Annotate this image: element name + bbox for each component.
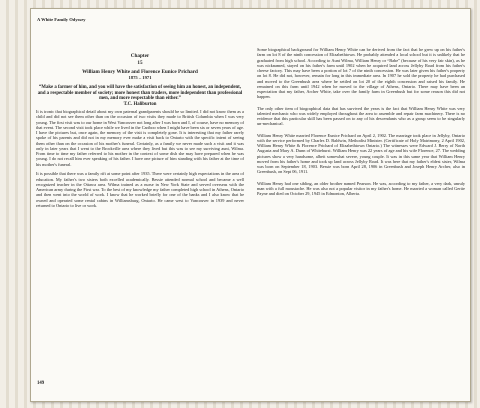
running-header: A White Family Odyssey [37, 17, 86, 22]
page-number: 149 [37, 381, 45, 386]
epigraph-author: T.C. Haliburton [123, 101, 157, 107]
left-paragraph-1: It is ironic that biographical detail about my own paternal grandparents should be so limited. I did not know them as a child and did not see them other than on the occasion of two visits they made to British Columbia when I was very young. The first visit was to our home in West Vancouver not long after I was born and I, of course, have no memory of that event. The second visit took place while we lived in the Cariboo when I might have been six or seven years of age. I have the pictures but, once again, the memory of the visit is completely gone. It is interesting that my father rarely spoke of his parents and did not in my memory ever make a visit back to Ontario with the specific intent of seeing them other than on the occasion of his mother's funeral. Certainly, as a family we never made such a visit and it was only in later years that I went to the Brockville area where they lived but this was to see my surviving aunt, Wilma. From time to time my father referred to his mother in the context of some dish she may have prepared when he was young. I do not recall him ever speaking of his father. I have one picture of him standing with his father at the time of his mother's funeral. [36, 109, 244, 167]
right-paragraph-2: The only other item of biographical data that has survived the years is the fact that William Henry White was very talented mechanic who was widely employed throughout the area to assemble and repair farm machinery. There is no evidence that this particular skill has been passed on to any of his descendants who as a group seem to be singularly un-mechanical. [257, 105, 465, 127]
chapter-names: William Henry White and Florence Eunice Prichard [82, 69, 198, 75]
chapter-heading [36, 53, 244, 66]
chapter-label: Chapter [130, 53, 150, 59]
chapter-number: 15 [137, 59, 143, 66]
left-paragraph-2: It is possible that there was a family rift at some point after 1935. There were certainly high expectations in the area of education. My father's two sisters both excelled academically. Bessie attended normal school and became a well recognized teacher in the Ottawa area. Wilma trained as a nurse in New York State and served overseas with the American army during the First war. To the best of my knowledge my father completed high school in Athens, Ontario and then went into the world of work. I know that he worked briefly for one of the banks and I also know that he owned and operated some rental cabins in Williamsburg, Ontario. He came west to Vancouver in 1939 and never returned to Ontario to live or work. [36, 171, 244, 208]
epigraph-quote: “Make a farmer of him, and you will have the satisfaction of seeing him an honest, an independent, and a respectable member of society; more honest than traders, more independent than professional men, and more respectable than either.” [37, 85, 243, 102]
right-column [257, 47, 465, 201]
right-paragraph-1: Some biographical background for William Henry White can be derived from the fact that he grew up on his father's farm on lot 8 of the ninth concession of Elizabethtown. He probably attended a local school but it is unlikely that he graduated from high school. According to Aunt Wilma, William Henry or “Babe” (because of his very fair skin), as he was nicknamed, stayed on his father's farm until 1902 when he acquired land across Jellyby Road from his father's cheese factory. This may have been a portion of lot 7 of the ninth concession. He was later given his father's property on lot 8. He did not, however, remain for long in this immediate area. In 1907 he sold the property he had purchased and moved to the Greenbush area where he settled on lot 20 of the eighth concession and raised his family. He remained on this farm until 1942 when he moved to the village of Athens, Ontario. There may have been an expectation that my father, Archer White, take over the family farm in Greenbush but for some reason this did not happen. [257, 47, 465, 100]
book-page [30, 8, 471, 402]
chapter-years: 1875 – 1971 [128, 75, 152, 80]
chapter-title [36, 69, 244, 81]
right-paragraph-3: William Henry White married Florence Eunice Prichard on April 2, 1902. The marriage took place in Jellyby, Ontario with the service performed by Charles D. Baldwin, Methodist Minister. (Certificate of Holy Matrimony, 2 April 1902, William Henry White & Florence Prichard of Elizabethtown Ontario.) The witnesses were Edward J. Berry of North Augusta and Mary A. Dunn of Whitehurst. William Henry was 22 years of age and his wife Florence, 27. The wedding pictures show a very handsome, albeit somewhat severe, young couple. It was in this same year that William Henry moved from his father's home and took up land across Jellyby Road. It was here that my father's eldest sister, Wilma was born on September 18, 1903. Bessie was born April 28, 1906 in Greenbush and Joseph Henry Archer, also in Greenbush, on Sept 06, 1911. [257, 132, 465, 175]
right-paragraph-4: William Henry had one sibling, an older brother named Pearson. He was, according to my father, a very dark, unruly man with a full moustache. He was also not a popular visitor in my father's home. He married a woman called Gertie Payne and died on October 29, 1945 in Edmonton, Alberta. [257, 180, 465, 196]
left-column [36, 53, 244, 213]
